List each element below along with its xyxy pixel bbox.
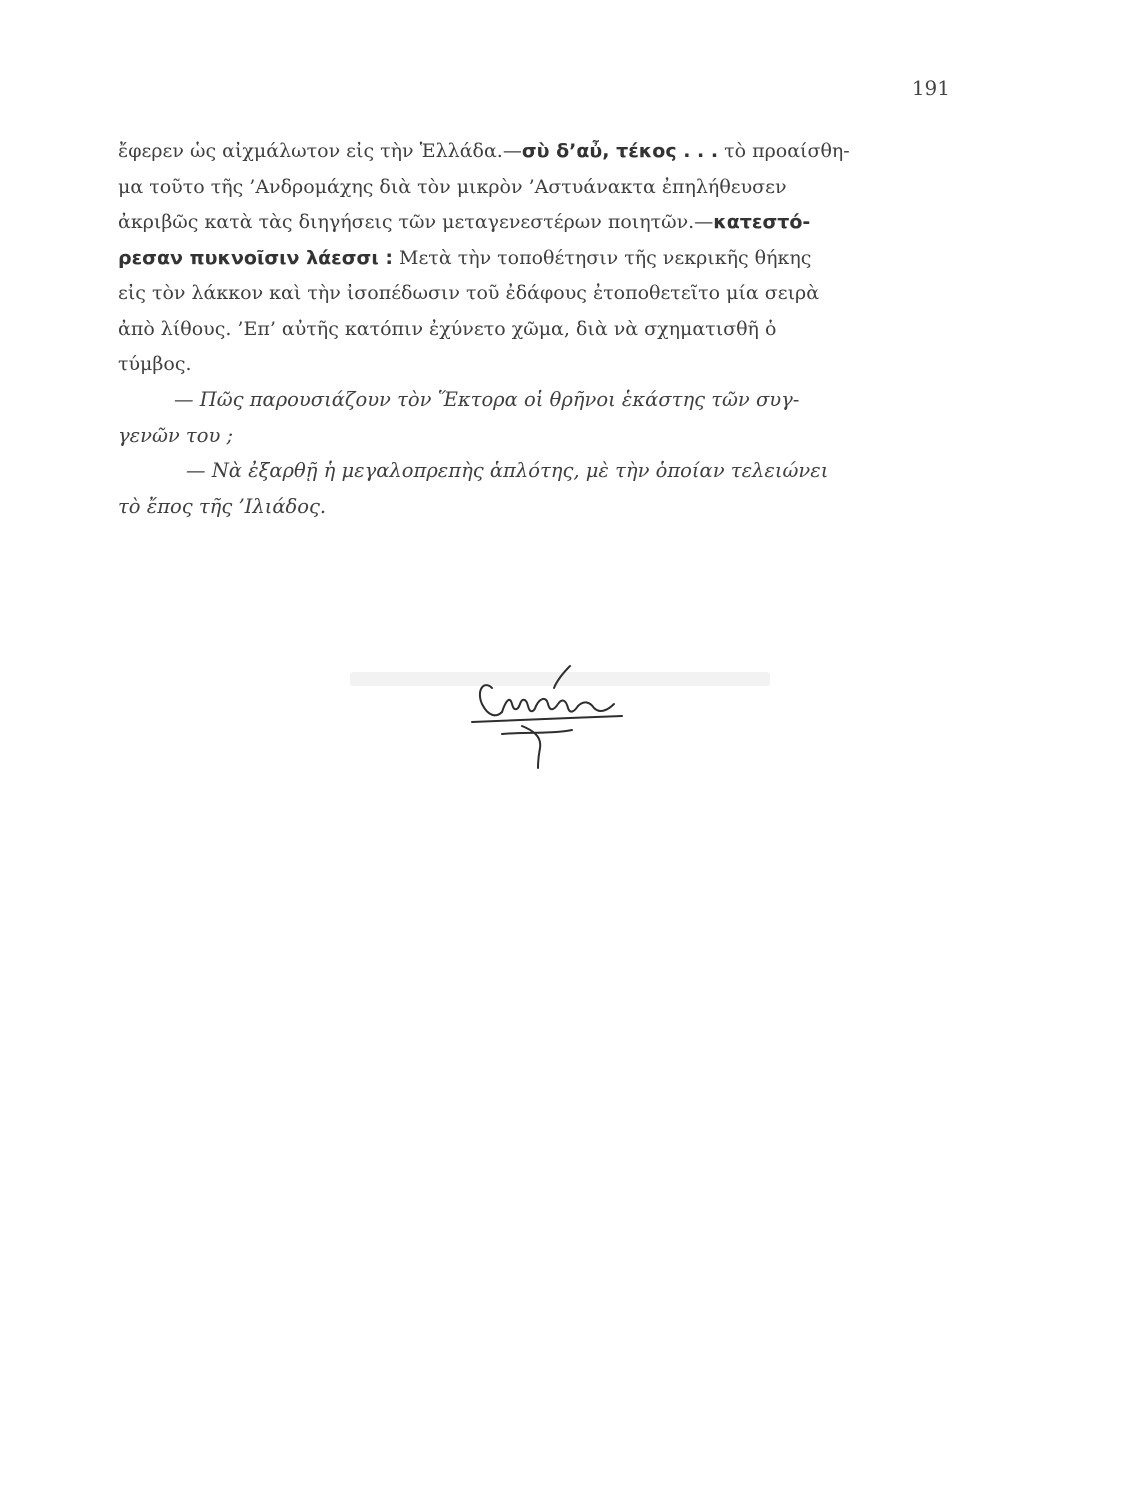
commentary-line-4 xyxy=(118,241,950,277)
commentary-line-1 xyxy=(118,134,950,170)
question-1-line-2: γενῶν του ; xyxy=(118,423,234,447)
commentary-text: τὸ προαίσθη- xyxy=(718,140,850,162)
question-2-line-1: — Νὰ ἐξαρθῇ ἡ μεγαλοπρεπὴς ἁπλότης, μὲ τὴν ὁποίαν τελειώνει xyxy=(186,459,829,482)
commentary-text: ἔφερεν ὡς αἰχμάλωτον εἰς τὴν Ἑλλάδα.— xyxy=(118,140,522,162)
commentary-line-6: ἀπὸ λίθους. ’Επ’ αὐτῆς κατόπιν ἐχύνετο χῶμα, διὰ νὰ σχηματισθῆ ὁ xyxy=(118,317,777,340)
commentary-line-2: μα τοῦτο τῆς ’Ανδρομάχης διὰ τὸν μικρὸν ’Αστυάνακτα ἐπηλήθευσεν xyxy=(118,175,787,198)
lemma-bold: ρεσαν πυκνοῖσιν λάεσσι : xyxy=(118,246,393,269)
commentary-paragraph xyxy=(118,134,950,383)
handwritten-signature xyxy=(462,660,632,770)
commentary-line-7: τύμβος. xyxy=(118,353,192,375)
page-number: 191 xyxy=(911,76,950,100)
lemma-bold: σὺ δ’αὖ, τέκος . . . xyxy=(521,140,719,162)
commentary-line-3 xyxy=(118,205,950,241)
study-questions xyxy=(118,382,950,524)
commentary-text: ἀκριβῶς κατὰ τὰς διηγήσεις τῶν μεταγενεστέρων ποιητῶν.— xyxy=(118,211,714,233)
lemma-bold: κατεστό- xyxy=(713,211,811,233)
question-1-line-1: — Πῶς παρουσιάζουν τὸν Ἕκτορα οἱ θρῆνοι ἑκάστης τῶν συγ- xyxy=(174,388,800,411)
commentary-line-5: εἰς τὸν λάκκον καὶ τὴν ἰσοπέδωσιν τοῦ ἐδάφους ἐτοποθετεῖτο μία σειρὰ xyxy=(118,282,820,304)
question-2-line-2: τὸ ἔπος τῆς ’Ιλιάδος. xyxy=(118,494,327,518)
commentary-text: Μετὰ τὴν τοποθέτησιν τῆς νεκρικῆς θήκης xyxy=(392,246,812,269)
